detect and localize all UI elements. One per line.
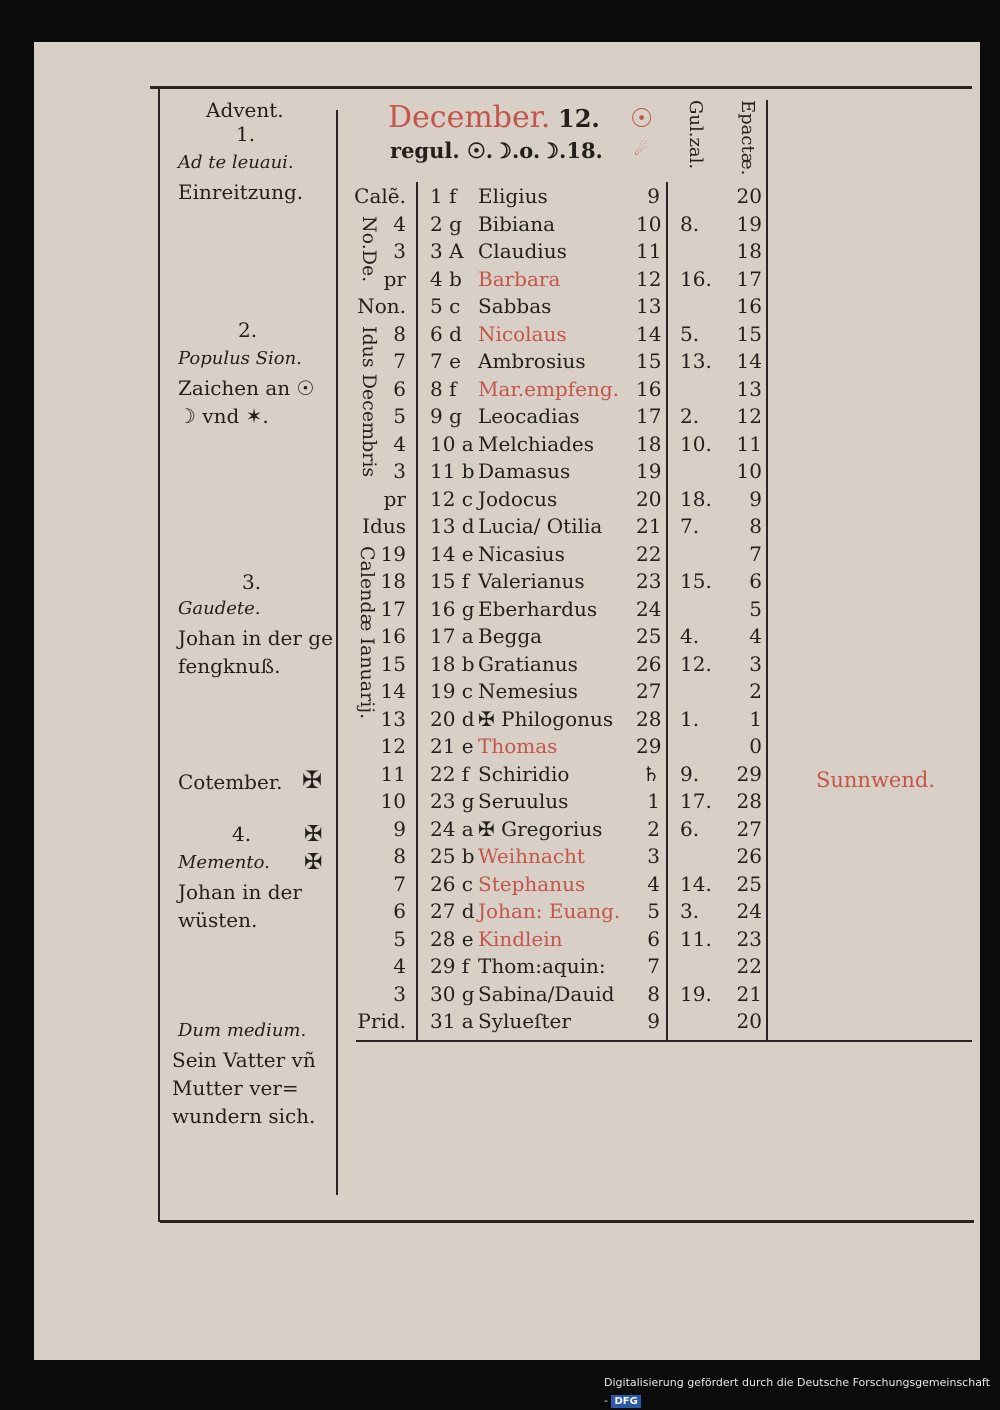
- day-cell: 17 a: [430, 624, 474, 648]
- epacta-cell: 29: [736, 761, 762, 786]
- saint-cell: Valerianus: [478, 569, 585, 593]
- saint-cell: Ambrosius: [478, 349, 586, 373]
- table-row: [0, 487, 1000, 514]
- epacta-cell: 12: [736, 404, 762, 428]
- day-cell: 9 g: [430, 404, 462, 428]
- roman-cell: pr: [383, 266, 406, 291]
- golden-number-cell: 19.: [680, 981, 712, 1006]
- table-end-rule: [356, 1040, 972, 1042]
- roman-cell: 5: [393, 404, 406, 428]
- day-cell: 3 A: [430, 239, 464, 263]
- table-row: [0, 459, 1000, 486]
- table-row: [0, 322, 1000, 349]
- epacta-cell: 17: [736, 266, 762, 291]
- golden-number-cell: 12.: [680, 651, 712, 676]
- roman-cell: 3: [393, 459, 406, 483]
- saint-cell: Stephanus: [478, 871, 586, 896]
- day-cell: 24 a: [430, 816, 474, 841]
- table-row: [0, 1009, 1000, 1036]
- table-row: [0, 899, 1000, 926]
- epacta-cell: 5: [749, 596, 762, 621]
- day-cell: 19 c: [430, 679, 474, 703]
- saint-cell: Nicolaus: [478, 321, 567, 346]
- table-row: [0, 817, 1000, 844]
- golden-number-cell: 5.: [680, 321, 700, 346]
- epacta-cell: 16: [736, 294, 762, 318]
- table-row: [0, 542, 1000, 569]
- table-row: [0, 624, 1000, 651]
- table-row: [0, 872, 1000, 899]
- saint-cell: ✠ Gregorius: [478, 816, 603, 841]
- saint-cell: Kindlein: [478, 926, 563, 951]
- roman-cell: 15: [380, 651, 406, 676]
- saint-cell: Johan: Euang.: [478, 899, 621, 923]
- number-cell: 9: [647, 184, 660, 208]
- epacta-cell: 14: [736, 349, 762, 373]
- saint-cell: Lucia/ Otilia: [478, 514, 603, 538]
- day-cell: 25 b: [430, 844, 475, 868]
- cross-icon: ✠: [304, 850, 323, 875]
- number-cell: 2: [647, 816, 660, 841]
- gulzal-header: Gul.zal.: [685, 100, 706, 170]
- saint-cell: Schiridio: [478, 761, 570, 786]
- epacta-cell: 1: [749, 706, 762, 731]
- number-cell: 25: [636, 624, 662, 648]
- epacta-cell: 24: [736, 899, 762, 923]
- note-text: Johan in der: [178, 880, 302, 904]
- saint-cell: Leocadias: [478, 404, 580, 428]
- day-cell: 23 g: [430, 789, 475, 813]
- table-row: [0, 762, 1000, 789]
- table-row: [0, 267, 1000, 294]
- note-text: ☽ vnd ✶.: [178, 404, 269, 428]
- golden-number-cell: 1.: [680, 706, 700, 731]
- note-text: Zaichen an ☉: [178, 376, 315, 400]
- epacta-cell: 15: [736, 321, 762, 346]
- epacta-cell: 23: [736, 926, 762, 951]
- day-cell: 22 f: [430, 761, 470, 786]
- calendae-ianuarii-label: Calendæ Ianuarij.: [356, 546, 378, 720]
- day-cell: 7 e: [430, 349, 461, 373]
- epacta-cell: 0: [749, 734, 762, 758]
- saint-cell: Mar.empfeng.: [478, 376, 620, 401]
- day-cell: 5 c: [430, 294, 461, 318]
- golden-number-cell: 7.: [680, 514, 700, 538]
- day-cell: 2 g: [430, 211, 462, 236]
- cross-icon: ✠: [302, 766, 323, 794]
- table-row: [0, 239, 1000, 266]
- number-cell: 1: [647, 789, 660, 813]
- roman-cell: 19: [380, 541, 406, 566]
- note-text: Johan in der ge: [178, 626, 333, 650]
- note-introit: Dum medium.: [178, 1020, 307, 1041]
- table-row: [0, 982, 1000, 1009]
- epacta-cell: 28: [736, 789, 762, 813]
- bottom-rule: [160, 1220, 974, 1223]
- roman-cell: 4: [393, 211, 406, 236]
- roman-cell: Prid.: [357, 1009, 406, 1033]
- golden-number-cell: 3.: [680, 899, 700, 923]
- roman-cell: 5: [393, 926, 406, 951]
- table-row: [0, 844, 1000, 871]
- number-cell: 23: [636, 569, 662, 593]
- number-cell: 7: [647, 954, 660, 978]
- number-cell: 16: [636, 376, 662, 401]
- nodec-label: No.De.: [358, 216, 380, 283]
- epacta-cell: 9: [749, 486, 762, 511]
- table-row: [0, 707, 1000, 734]
- golden-number-cell: 2.: [680, 404, 700, 428]
- golden-number-cell: 16.: [680, 266, 712, 291]
- table-row: [0, 734, 1000, 761]
- golden-number-cell: 15.: [680, 569, 712, 593]
- roman-cell: Idus: [362, 514, 406, 538]
- day-cell: 1 f: [430, 184, 457, 208]
- number-cell: 5: [647, 899, 660, 923]
- day-cell: 13 d: [430, 514, 475, 538]
- note-introit: Gaudete.: [178, 598, 261, 619]
- golden-number-cell: 4.: [680, 624, 700, 648]
- table-row: [0, 212, 1000, 239]
- epacta-cell: 8: [749, 514, 762, 538]
- day-cell: 15 f: [430, 569, 470, 593]
- note-number: 1.: [236, 122, 256, 146]
- footer-text: Digitalisierung gefördert durch die Deutsche Forschungsgemeinschaft -: [604, 1376, 990, 1407]
- roman-cell: 16: [380, 624, 406, 648]
- note-text: fengknuß.: [178, 654, 281, 678]
- number-cell: 22: [636, 541, 662, 566]
- number-cell: 9: [647, 1009, 660, 1033]
- number-cell: 10: [636, 211, 662, 236]
- epacta-cell: 22: [736, 954, 762, 978]
- day-cell: 16 g: [430, 596, 475, 621]
- golden-number-cell: 8.: [680, 211, 700, 236]
- number-cell: 15: [636, 349, 662, 373]
- epacta-cell: 21: [736, 981, 762, 1006]
- note-number: 4.: [232, 822, 252, 846]
- golden-number-cell: 14.: [680, 871, 712, 896]
- table-row: [0, 514, 1000, 541]
- note-text: wundern sich.: [172, 1104, 316, 1128]
- saint-cell: Gratianus: [478, 651, 578, 676]
- roman-cell: 4: [393, 954, 406, 978]
- roman-cell: 3: [393, 981, 406, 1006]
- table-row: [0, 789, 1000, 816]
- roman-cell: 9: [393, 816, 406, 841]
- roman-cell: 12: [380, 734, 406, 758]
- astro-glyphs: ☄: [634, 140, 649, 159]
- saint-cell: Sabina/Dauid: [478, 981, 615, 1006]
- number-cell: 27: [636, 679, 662, 703]
- note-advent: Advent.: [206, 98, 284, 122]
- table-row: [0, 679, 1000, 706]
- saint-cell: Thom:aquin:: [478, 954, 606, 978]
- epacta-cell: 10: [736, 459, 762, 483]
- roman-cell: 7: [393, 349, 406, 373]
- day-cell: 29 f: [430, 954, 470, 978]
- regul-line: regul. ☉.☽.o.☽.18.: [390, 138, 603, 163]
- roman-cell: 14: [380, 679, 406, 703]
- saint-cell: Barbara: [478, 266, 561, 291]
- table-row: [0, 377, 1000, 404]
- roman-cell: 8: [393, 321, 406, 346]
- number-cell: 26: [636, 651, 662, 676]
- epacta-cell: 19: [736, 211, 762, 236]
- epacta-cell: 18: [736, 239, 762, 263]
- day-cell: 10 a: [430, 431, 474, 456]
- saint-cell: ✠ Philogonus: [478, 706, 614, 731]
- day-cell: 18 b: [430, 651, 475, 676]
- day-cell: 14 e: [430, 541, 474, 566]
- epacta-cell: 25: [736, 871, 762, 896]
- number-cell: 29: [636, 734, 662, 758]
- note-sunnwend: Sunnwend.: [816, 768, 936, 792]
- roman-cell: 10: [380, 789, 406, 813]
- roman-cell: 6: [393, 376, 406, 401]
- roman-cell: 6: [393, 899, 406, 923]
- roman-cell: 3: [393, 239, 406, 263]
- epacta-cell: 7: [749, 541, 762, 566]
- saint-cell: Bibiana: [478, 211, 556, 236]
- epacta-cell: 27: [736, 816, 762, 841]
- day-cell: 31 a: [430, 1009, 474, 1033]
- roman-cell: pr: [383, 486, 406, 511]
- number-cell: 21: [636, 514, 662, 538]
- table-row: [0, 432, 1000, 459]
- day-cell: 28 e: [430, 926, 474, 951]
- epacta-cell: 20: [736, 184, 762, 208]
- note-introit: Memento.: [178, 852, 270, 873]
- note-number: 3.: [242, 570, 262, 594]
- note-number: 2.: [238, 318, 258, 342]
- saint-cell: Sabbas: [478, 294, 552, 318]
- table-row: [0, 294, 1000, 321]
- note-text: Einreitzung.: [178, 180, 304, 204]
- note-introit: Populus Sion.: [178, 348, 302, 369]
- saint-cell: Nicasius: [478, 541, 565, 566]
- cross-icon: ✠: [304, 822, 323, 847]
- saint-cell: Eberhardus: [478, 596, 598, 621]
- number-cell: 17: [636, 404, 662, 428]
- day-cell: 27 d: [430, 899, 475, 923]
- roman-cell: 4: [393, 431, 406, 456]
- number-cell: 8: [647, 981, 660, 1006]
- golden-number-cell: 11.: [680, 926, 712, 951]
- roman-cell: Non.: [357, 294, 406, 318]
- day-cell: 8 f: [430, 376, 457, 401]
- month-number: 12.: [558, 104, 600, 133]
- golden-number-cell: 10.: [680, 431, 712, 456]
- number-cell: 12: [636, 266, 662, 291]
- epacta-cell: 20: [736, 1009, 762, 1033]
- table-row: [0, 404, 1000, 431]
- roman-cell: 13: [380, 706, 406, 731]
- golden-number-cell: 17.: [680, 789, 712, 813]
- number-cell: 28: [636, 706, 662, 731]
- saint-cell: Jodocus: [478, 486, 558, 511]
- month-title: December.: [388, 100, 551, 135]
- saint-cell: Melchiades: [478, 431, 595, 456]
- saint-cell: Seruulus: [478, 789, 569, 813]
- roman-cell: Calẽ.: [354, 184, 406, 208]
- note-introit: Ad te leuaui.: [178, 152, 294, 173]
- number-cell: 19: [636, 459, 662, 483]
- number-cell: 20: [636, 486, 662, 511]
- number-cell: 18: [636, 431, 662, 456]
- epacta-cell: 26: [736, 844, 762, 868]
- number-cell: 6: [647, 926, 660, 951]
- note-text: wüsten.: [178, 908, 258, 932]
- epacta-cell: 4: [749, 624, 762, 648]
- saint-cell: Weihnacht: [478, 844, 585, 868]
- roman-cell: 8: [393, 844, 406, 868]
- roman-cell: 18: [380, 569, 406, 593]
- note-text: Mutter ver=: [172, 1076, 299, 1100]
- day-cell: 20 d: [430, 706, 475, 731]
- footer-credit: [604, 1374, 994, 1407]
- golden-number-cell: 9.: [680, 761, 700, 786]
- epacta-cell: 3: [749, 651, 762, 676]
- table-row: [0, 597, 1000, 624]
- roman-cell: 17: [380, 596, 406, 621]
- day-cell: 26 c: [430, 871, 474, 896]
- roman-cell: 7: [393, 871, 406, 896]
- roman-cell: 11: [380, 761, 406, 786]
- saint-cell: Begga: [478, 624, 543, 648]
- epacta-cell: 11: [736, 431, 762, 456]
- saint-cell: Thomas: [478, 734, 558, 758]
- dfg-logo: DFG: [611, 1395, 640, 1408]
- table-row: [0, 569, 1000, 596]
- golden-number-cell: 13.: [680, 349, 712, 373]
- top-rule: [150, 86, 972, 89]
- day-cell: 6 d: [430, 321, 462, 346]
- number-cell: 11: [636, 239, 662, 263]
- table-row: [0, 349, 1000, 376]
- saint-cell: Damasus: [478, 459, 571, 483]
- saint-cell: Claudius: [478, 239, 567, 263]
- day-cell: 30 g: [430, 981, 475, 1006]
- day-cell: 21 e: [430, 734, 474, 758]
- saint-cell: Eligius: [478, 184, 548, 208]
- number-cell: ♄: [642, 761, 660, 786]
- table-row: [0, 954, 1000, 981]
- note-cotember: Cotember.: [178, 770, 283, 794]
- epacta-cell: 13: [736, 376, 762, 401]
- number-cell: 24: [636, 596, 662, 621]
- day-cell: 11 b: [430, 459, 475, 483]
- day-cell: 4 b: [430, 266, 462, 291]
- golden-number-cell: 6.: [680, 816, 700, 841]
- epacta-cell: 2: [749, 679, 762, 703]
- epacta-cell: 6: [749, 569, 762, 593]
- number-cell: 14: [636, 321, 662, 346]
- table-row: [0, 184, 1000, 211]
- number-cell: 13: [636, 294, 662, 318]
- day-cell: 12 c: [430, 486, 474, 511]
- table-row: [0, 652, 1000, 679]
- epacta-header: Epactæ.: [737, 100, 758, 176]
- idus-decembris-label: Idus Decembris: [358, 326, 380, 478]
- table-row: [0, 927, 1000, 954]
- golden-number-cell: 18.: [680, 486, 712, 511]
- saint-cell: Nemesius: [478, 679, 578, 703]
- saint-cell: Sylueſter: [478, 1009, 571, 1033]
- note-text: Sein Vatter vñ: [172, 1048, 316, 1072]
- sun-symbol: ☉: [630, 104, 654, 134]
- number-cell: 4: [647, 871, 660, 896]
- number-cell: 3: [647, 844, 660, 868]
